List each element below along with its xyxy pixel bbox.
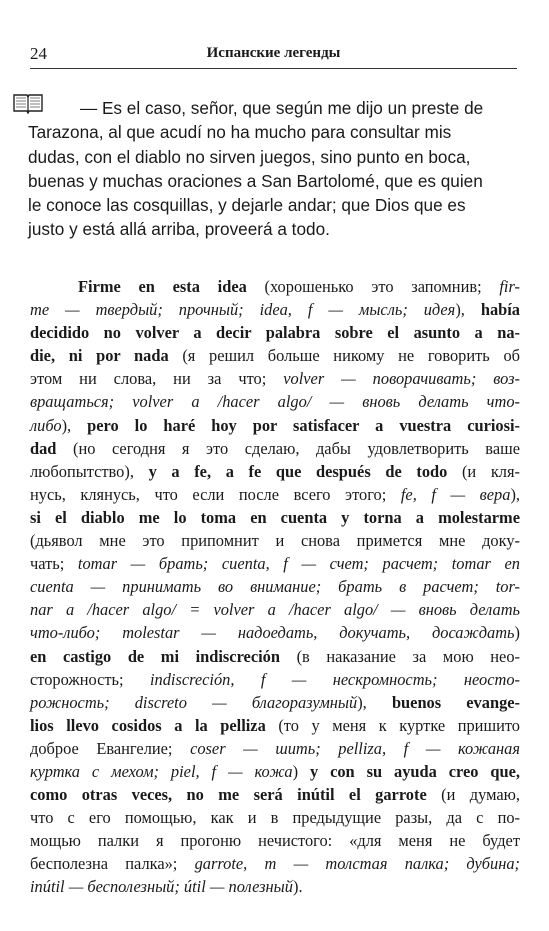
vocabulary-note: coser — шить; pelliza, f — кожаная [190, 738, 520, 758]
gloss-line [30, 437, 520, 460]
vocabulary-note: me — твердый; прочный; idea, f — мысль; идея [30, 300, 456, 320]
gloss-line [30, 414, 520, 437]
russian-translation: (дьявол мне это припомнит и снова примется мне доку- [30, 531, 520, 551]
vocabulary-note: вращаться; volver a /hacer algo/ — вновь делать что- [30, 392, 520, 412]
gloss-line [30, 875, 520, 898]
russian-translation: ), [357, 692, 392, 712]
gloss-line [30, 390, 520, 413]
gloss-line [30, 298, 520, 321]
vocabulary-note: куртка с мехом; piel, f — кожа [30, 761, 293, 781]
text-line: buenas y muchas oraciones a San Bartolomé, que es quien [28, 170, 483, 191]
gloss-line [30, 321, 520, 344]
spanish-phrase: y a fe, a fe que después de todo [148, 461, 448, 481]
russian-translation: что с его помощью, как и в предыдущие разы, да с по- [30, 808, 520, 828]
russian-translation: мощью палки я прогоню нечистого: «для меня не будет [30, 831, 520, 851]
gloss-line [30, 367, 520, 390]
russian-translation: ). [292, 877, 303, 897]
russian-translation: (я решил больше никому не говорить об [168, 346, 520, 366]
russian-translation: (и кля- [447, 461, 520, 481]
spanish-phrase: pero lo haré hoy por satisfacer a vuestra curiosi- [87, 415, 521, 435]
spanish-phrase: die, ni por nada [30, 346, 169, 366]
gloss-line [30, 621, 520, 644]
russian-translation: доброе Евангелие; [30, 738, 191, 758]
text-line: Tarazona, al que acudí no ha mucho para consultar mis [28, 122, 452, 143]
russian-translation: (в наказание за мою нео- [279, 646, 520, 666]
spanish-phrase: si el diablo me lo toma en cuenta y torna a molestarme [30, 507, 520, 527]
vocabulary-note: cuenta — принимать во внимание; брать в расчет; tor- [30, 577, 520, 597]
spanish-source-paragraph [28, 96, 516, 242]
russian-translation: (хорошенько это запомнив; [246, 277, 500, 296]
vocabulary-note: volver — поворачивать; воз- [283, 369, 520, 389]
page-number: 24 [30, 44, 47, 63]
vocabulary-note: indiscreción, f — нескромность; неосто- [149, 669, 520, 689]
russian-translation: (и думаю, [426, 785, 521, 805]
russian-translation: ) [292, 761, 310, 781]
vocabulary-note: fe, f — вера [400, 484, 511, 504]
vocabulary-note: garrote, m — толстая палка; дубина; [194, 854, 521, 874]
gloss-line [30, 852, 520, 875]
russian-translation: (но сегодня я это сделаю, дабы удовлетворить ваше [56, 438, 520, 458]
text-line: dudas, con el diablo no sirven juegos, sino punto en boca, [28, 146, 471, 167]
russian-translation: сторожность; [30, 669, 150, 689]
russian-translation: бесполезна палка»; [30, 854, 195, 874]
gloss-line [30, 529, 520, 552]
russian-translation: (то у меня к куртке пришито [265, 715, 520, 735]
spanish-phrase: lios llevo cosidos a la pelliza [30, 715, 266, 735]
russian-translation: ), [510, 484, 520, 504]
running-title: Испанские легенды [206, 45, 341, 61]
vocabulary-note: nar a /hacer algo/ = volver a /hacer algo/ — вновь делать [30, 600, 520, 620]
vocabulary-note: либо [30, 415, 62, 435]
gloss-line [30, 506, 520, 529]
spanish-phrase: y con su ayuda creo que, [309, 761, 520, 781]
annotated-gloss-paragraph [30, 275, 520, 899]
russian-translation: ), [455, 300, 481, 320]
gloss-line [30, 829, 520, 852]
gloss-line [30, 552, 520, 575]
gloss-line [30, 598, 520, 621]
gloss-line [30, 483, 520, 506]
text-line: le conoce las cosquillas, y dejarle andar; que Dios que es [28, 195, 466, 216]
vocabulary-note: что-либо; molestar — надоедать, докучать, досаждать [30, 623, 515, 643]
spanish-phrase: buenos evange- [391, 692, 520, 712]
spanish-phrase: en castigo de mi indiscreción [30, 646, 280, 666]
text-line: — Es el caso, señor, que según me dijo un preste de [80, 98, 484, 118]
spanish-phrase: decidido no volver a decir palabra sobre el asunto a na- [30, 323, 520, 343]
russian-translation: любопытство), [30, 461, 149, 481]
gloss-line [30, 760, 520, 783]
gloss-line [30, 275, 520, 298]
running-header [30, 42, 517, 69]
vocabulary-note: inútil — бесполезный; útil — полезный [30, 877, 293, 897]
vocabulary-note: tomar — брать; cuenta, f — счет; расчет; tomar en [77, 554, 520, 574]
gloss-line [30, 344, 520, 367]
russian-translation: ) [514, 623, 520, 643]
russian-translation: нусь, клянусь, что если после всего этого; [30, 484, 401, 504]
vocabulary-note: рожность; discreto — благоразумный [30, 692, 358, 712]
gloss-line [30, 737, 520, 760]
gloss-line [30, 575, 520, 598]
gloss-line [30, 806, 520, 829]
russian-translation: этом ни слова, ни за что; [30, 369, 284, 389]
spanish-phrase: como otras veces, no me será inútil el garrote [30, 785, 427, 805]
gloss-line [30, 783, 520, 806]
gloss-line [30, 691, 520, 714]
spanish-phrase: había [480, 300, 521, 320]
gloss-line [30, 645, 520, 668]
spanish-phrase: dad [30, 438, 57, 458]
gloss-line [30, 460, 520, 483]
gloss-line [30, 714, 520, 737]
russian-translation: чать; [30, 554, 78, 574]
russian-translation: ), [61, 415, 88, 435]
vocabulary-note: fir- [499, 277, 520, 296]
text-line: justo y está allá arriba, proveerá a todo. [28, 219, 330, 240]
gloss-line [30, 668, 520, 691]
spanish-phrase: Firme en esta idea [78, 277, 247, 296]
